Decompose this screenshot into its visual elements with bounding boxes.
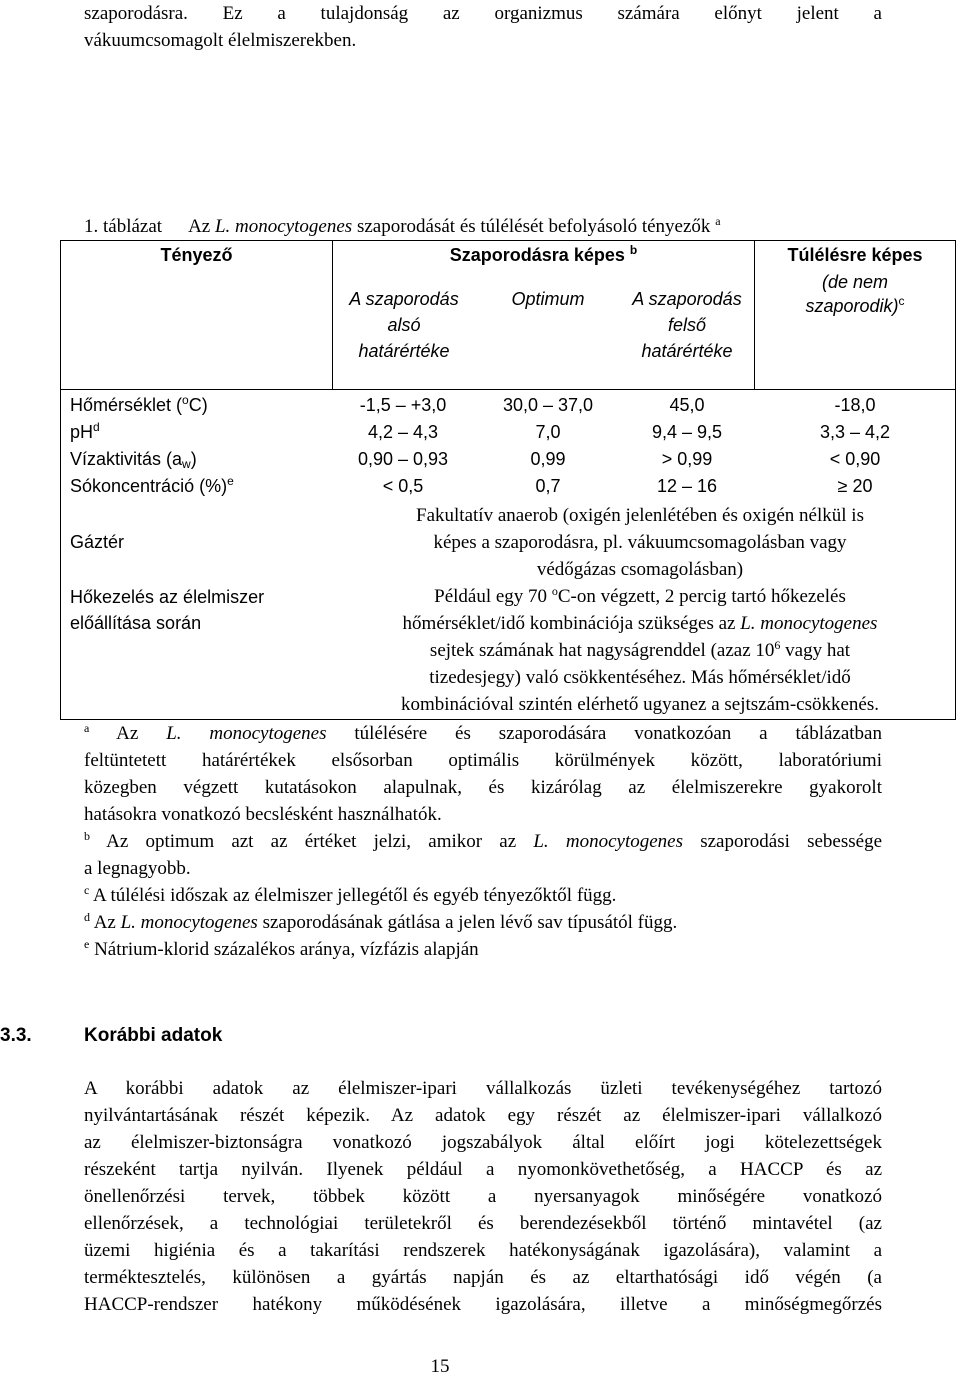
intro-line-2: vákuumcsomagolt élelmiszerekben. [84, 30, 357, 51]
page-number: 15 [430, 1356, 450, 1377]
table-caption: 1. táblázat Az L. monocytogenes szaporodását és túlélését befolyásoló tényezők $^a$ [84, 214, 721, 237]
row-lower: < 0,5 [382, 476, 424, 496]
heat-text-3: sejtek számának hat nagyságrenddel (azaz $10^6$ vagy hat [429, 638, 851, 661]
row-upper: 45,0 [669, 395, 705, 415]
gas-text-1: Fakultatív anaerob (oxigén jelenlétében és oxigén nélkül is [416, 505, 864, 526]
header-survival: Túlélésre képes [787, 245, 923, 265]
table-number: 1. táblázat [84, 216, 163, 237]
table-header-divider [60, 389, 956, 390]
row-survival: -18,0 [834, 395, 876, 415]
footnote-a-line-3: közegben végzett kutatásokon alapulnak, és kizárólag az élelmiszerekre gyakorolt [84, 777, 882, 798]
row-upper: 12 – 16 [656, 476, 718, 496]
row-lower: -1,5 – +3,0 [359, 395, 447, 415]
body-line: A korábbi adatok az élelmiszer-ipari vállalkozás üzleti tevékenységéhez tartozó [84, 1078, 882, 1099]
table-border-right [955, 240, 956, 720]
body-line: részeként tartja nyilván. Ilyenek például a nyomonkövethetőség, a HACCP és az [84, 1159, 882, 1180]
species-name: L. monocytogenes [214, 216, 353, 237]
body-line: nyilvántartásának részét képezik. Az adatok egy részét az élelmiszer-ipari vállalkozó [84, 1105, 882, 1126]
heat-text-1: Például egy 70 $^o$C-on végzett, 2 percig tartó hőkezelés [434, 584, 846, 607]
row-upper: > 0,99 [661, 449, 713, 469]
intro-line-1: szaporodásra. Ez a tulajdonság az organizmus számára előnyt jelent a [84, 3, 882, 24]
row-factor: Sókoncentráció (%)$^e$ [70, 474, 234, 496]
footnote-c: $^c$ A túlélési időszak az élelmiszer jellegétől és egyéb tényezőktől függ. [84, 883, 617, 906]
heat-text-5: kombinációval szintén elérhető ugyanez a sejtszám-csökkenés. [401, 694, 879, 715]
heat-text-2: hőmérséklet/idő kombinációja szükséges az L. monocytogenes [402, 613, 878, 634]
header-optimum: Optimum [511, 289, 585, 309]
heat-factor-2: előállítása során [70, 613, 202, 633]
row-upper: 9,4 – 9,5 [651, 422, 723, 442]
row-factor: Vízaktivitás $(a_w)$ [70, 449, 197, 471]
body-line: az élelmiszer-biztonságra vonatkozó jogszabályok által előírt jogi kötelezettségek [84, 1132, 882, 1153]
footnote-a-line-2: feltüntetett határértékek elsősorban optimális körülmények között, laboratóriumi [84, 750, 882, 771]
body-line: ellenőrzések, a technológiai területekről és berendezésekből történő mintavétel (az [84, 1213, 882, 1234]
gas-text-2: képes a szaporodásra, pl. vákuumcsomagolásban vagy [433, 532, 847, 553]
table-border-top [60, 240, 956, 241]
row-optimum: 7,0 [535, 422, 561, 442]
section-number: 3.3. [0, 1025, 32, 1046]
footnote-d: $^d$ Az L. monocytogenes szaporodásának gátlása a jelen lévő sav típusától függ. [84, 910, 678, 933]
row-factor: Hőmérséklet ($^o$C) [70, 393, 208, 415]
gas-factor: Gáztér [70, 532, 125, 552]
heat-factor-1: Hőkezelés az élelmiszer [70, 587, 265, 607]
footnote-b-line-2: a legnagyobb. [84, 858, 191, 879]
footnote-a-line-4: hatásokra vonatkozó becslésként használhatók. [84, 804, 442, 825]
header-growth: Szaporodásra képes $^b$ [449, 243, 638, 265]
header-upper-limit: A szaporodás felső határértéke [632, 289, 742, 361]
row-optimum: 30,0 – 37,0 [502, 395, 594, 415]
body-line: önellenőrzési tervek, többek között a nyersanyagok minőségére vonatkozó [84, 1186, 882, 1207]
row-survival: ≥ 20 [837, 476, 873, 496]
body-line: HACCP-rendszer hatékony működésének igazolására, illetve a minőségmegőrzés [84, 1294, 882, 1315]
footnote-b-line-1: $^b$ Az optimum azt az értéket jelzi, amikor az L. monocytogenes szaporodási sebessége [84, 829, 883, 852]
row-factor: $pH^d$ [70, 420, 100, 442]
footnote-mark-a: a [715, 214, 721, 228]
row-optimum: 0,7 [535, 476, 561, 496]
gas-text-3: védőgázas csomagolásban) [536, 559, 744, 580]
heat-text-4: tizedesjegy) való csökkentéséhez. Más hőmérséklet/idő [429, 667, 851, 688]
row-survival: < 0,90 [829, 449, 881, 469]
header-survival-note: (de nem szaporodik)$^c$ [805, 272, 905, 316]
row-survival: 3,3 – 4,2 [819, 422, 891, 442]
section-title: Korábbi adatok [84, 1025, 223, 1046]
footnote-a-line-1: $^a$ Az L. monocytogenes túlélésére és szaporodására vonatkozóan a táblázatban [84, 721, 882, 744]
row-lower: 0,90 – 0,93 [357, 449, 449, 469]
greater-equal-symbol: ≥ [837, 476, 848, 496]
body-line: terméktesztelés, különösen a gyártás napján és az eltarthatósági idő végén (a [84, 1267, 882, 1288]
header-lower-limit: A szaporodás alsó határértéke [349, 289, 459, 361]
footnote-e: $^e$ Nátrium-klorid százalékos aránya, vízfázis alapján [84, 937, 479, 960]
row-lower: 4,2 – 4,3 [367, 422, 439, 442]
body-line: üzemi higiénia és a takarítási rendszerek hatékonyságának igazolására), valamint a [84, 1240, 882, 1261]
table-border-left [60, 240, 61, 720]
row-optimum: 0,99 [530, 449, 566, 469]
header-factor: Tényező [160, 245, 233, 265]
